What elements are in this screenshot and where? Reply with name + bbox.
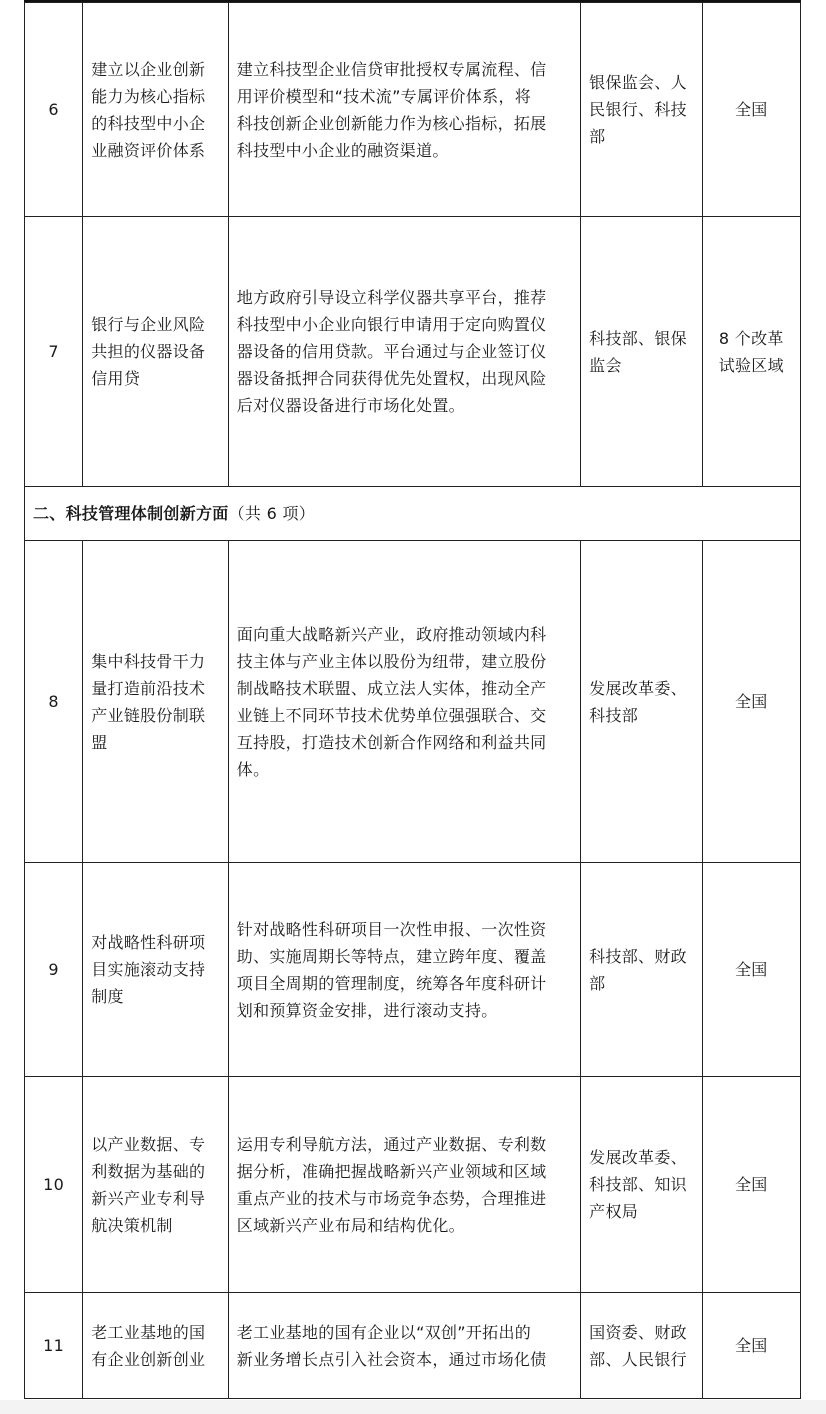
table-row (25, 3, 801, 217)
scope-region: 全国 (702, 541, 800, 863)
section-header-row (25, 487, 801, 541)
table-row (25, 1293, 801, 1399)
table-row (25, 541, 801, 863)
measure-name: 银行与企业风险 共担的仪器设备 信用贷 (83, 217, 229, 487)
measure-description: 运用专利导航方法，通过产业数据、专利数 据分析，准确把握战略新兴产业领域和区域 重点产业的技术与市场竞争态势，合理推进 区域新兴产业布局和结构优化。 (228, 1077, 580, 1293)
measure-description: 建立科技型企业信贷审批授权专属流程、信 用评价模型和“技术流”专属评价体系，将 科技创新企业创新能力作为核心指标，拓展 科技型中小企业的融资渠道。 (228, 3, 580, 217)
scope-region: 全国 (702, 863, 800, 1077)
responsible-departments: 科技部、财政 部 (581, 863, 702, 1077)
scope-region: 全国 (702, 3, 800, 217)
row-number: 10 (25, 1077, 83, 1293)
measure-description: 老工业基地的国有企业以“双创”开拓出的 新业务增长点引入社会资本，通过市场化债 (228, 1293, 580, 1399)
responsible-departments: 科技部、银保 监会 (581, 217, 702, 487)
measure-description: 地方政府引导设立科学仪器共享平台，推荐 科技型中小企业向银行申请用于定向购置仪 器设备的信用贷款。平台通过与企业签订仪 器设备抵押合同获得优先处置权，出现风险 后对仪器设备进行市场化处置。 (228, 217, 580, 487)
measure-name: 集中科技骨干力 量打造前沿技术 产业链股份制联 盟 (83, 541, 229, 863)
measure-description: 面向重大战略新兴产业，政府推动领域内科 技主体与产业主体以股份为纽带，建立股份 制战略技术联盟、成立法人实体，推动全产 业链上不同环节技术优势单位强强联合、交 互持股，打造技术创新合作网络和利益共同 体。 (228, 541, 580, 863)
responsible-departments: 国资委、财政 部、人民银行 (581, 1293, 702, 1399)
measure-description: 针对战略性科研项目一次性申报、一次性资 助、实施周期长等特点，建立跨年度、覆盖 项目全周期的管理制度，统筹各年度科研计 划和预算资金安排，进行滚动支持。 (228, 863, 580, 1077)
section-count: （共 6 项） (228, 504, 316, 523)
table-row (25, 863, 801, 1077)
responsible-departments: 发展改革委、 科技部、知识 产权局 (581, 1077, 702, 1293)
scope-region: 全国 (702, 1293, 800, 1399)
responsible-departments: 发展改革委、 科技部 (581, 541, 702, 863)
row-number: 11 (25, 1293, 83, 1399)
row-number: 8 (25, 541, 83, 863)
row-number: 6 (25, 3, 83, 217)
scope-region: 8 个改革 试验区域 (702, 217, 800, 487)
row-number: 7 (25, 217, 83, 487)
page-bottom-edge (0, 1400, 826, 1414)
responsible-departments: 银保监会、人 民银行、科技 部 (581, 3, 702, 217)
measure-name: 以产业数据、专 利数据为基础的 新兴产业专利导 航决策机制 (83, 1077, 229, 1293)
measure-name: 建立以企业创新 能力为核心指标 的科技型中小企 业融资评价体系 (83, 3, 229, 217)
measure-name: 对战略性科研项 目实施滚动支持 制度 (83, 863, 229, 1077)
table-row (25, 1077, 801, 1293)
measure-name: 老工业基地的国 有企业创新创业 (83, 1293, 229, 1399)
section-title: 二、科技管理体制创新方面 (33, 504, 229, 523)
table-row (25, 217, 801, 487)
reform-measures-table (24, 2, 801, 1399)
section-header (25, 487, 801, 541)
row-number: 9 (25, 863, 83, 1077)
scope-region: 全国 (702, 1077, 800, 1293)
